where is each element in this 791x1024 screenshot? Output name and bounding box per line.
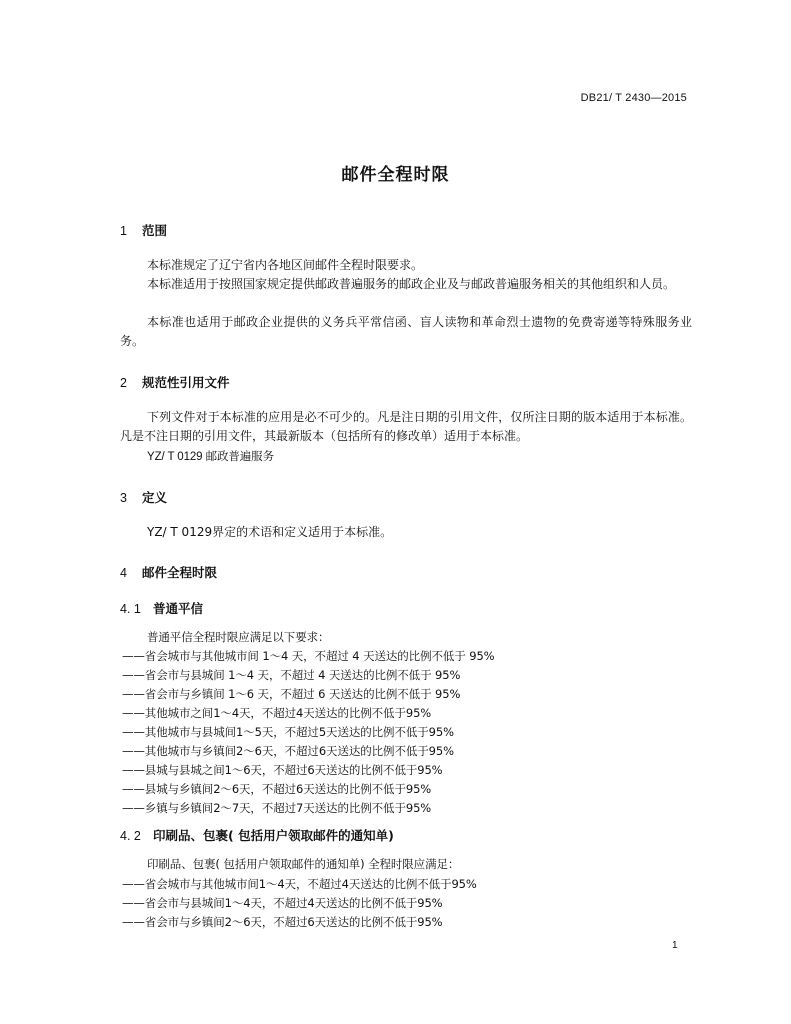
list-item: ——省会市与县城间1～4天，不超过4天送达的比例不低于95% [122, 896, 443, 910]
list-item: ——省会市与乡镇间 1～6 天，不超过 6 天送达的比例不低于 95% [122, 687, 461, 701]
list-item: ——省会城市与其他城市间 1～4 天，不超过 4 天送达的比例不低于 95% [122, 649, 495, 663]
subsection-number: 4. 1 [120, 602, 141, 616]
list-item: ——县城与乡镇间2～6天，不超过6天送达的比例不低于95% [122, 782, 432, 796]
subsection-number: 4. 2 [120, 829, 141, 843]
list-item: ——其他城市之间1～4天，不超过4天送达的比例不低于95% [122, 706, 432, 720]
paragraph: 本标准适用于按照国家规定提供邮政普遍服务的邮政企业及与邮政普遍服务相关的其他组织和人员。 [147, 277, 676, 291]
section-number: 2 [120, 376, 127, 390]
paragraph: YZ/ T 0129界定的术语和定义适用于本标准。 [147, 525, 393, 539]
paragraph: 本标准也适用于邮政企业提供的义务兵平常信函、盲人读物和革命烈士遗物的免费寄递等特殊服务业务。 [120, 315, 692, 348]
section-title: 邮件全程时限 [142, 565, 218, 580]
subsection-intro: 普通平信全程时限应满足以下要求： [147, 630, 330, 644]
subsection-intro: 印刷品、包裹( 包括用户领取邮件的通知单) 全程时限应满足： [147, 857, 460, 871]
section-heading-2 [120, 373, 230, 391]
section-number: 4 [120, 566, 127, 580]
list-item: ——县城与县城之间1～6天，不超过6天送达的比例不低于95% [122, 763, 443, 777]
subsection-heading-4-1 [120, 599, 203, 617]
section-title: 范围 [142, 223, 168, 238]
section-number: 3 [120, 491, 127, 505]
paragraph: 下列文件对于本标准的应用是必不可少的。凡是注日期的引用文件，仅所注日期的版本适用于本标准。凡是不注日期的引用文件，其最新版本（包括所有的修改单）适用于本标准。 [120, 410, 692, 443]
section-title: 定义 [142, 490, 168, 505]
standard-code: DB21/ T 2430—2015 [580, 92, 687, 104]
list-item: ——省会市与县城间 1～4 天，不超过 4 天送达的比例不低于 95% [122, 668, 461, 682]
section-heading-4 [120, 563, 217, 581]
section-title: 规范性引用文件 [142, 375, 230, 390]
list-item: ——其他城市与乡镇间2～6天，不超过6天送达的比例不低于95% [122, 744, 454, 758]
list-item: ——省会城市与其他城市间1～4天，不超过4天送达的比例不低于95% [122, 877, 477, 891]
list-item: ——乡镇与乡镇间2～7天，不超过7天送达的比例不低于95% [122, 801, 432, 815]
paragraph: 本标准规定了辽宁省内各地区间邮件全程时限要求。 [147, 258, 424, 272]
list-item: ——省会市与乡镇间2～6天，不超过6天送达的比例不低于95% [122, 915, 443, 929]
page-number: 1 [672, 940, 678, 951]
subsection-heading-4-2 [120, 826, 394, 844]
normative-reference: YZ/ T 0129 邮政普遍服务 [147, 451, 274, 463]
subsection-title: 印刷品、包裹( 包括用户领取邮件的通知单) [153, 828, 394, 843]
section-heading-1 [120, 221, 167, 239]
list-item: ——其他城市与县城间1～5天，不超过5天送达的比例不低于95% [122, 725, 454, 739]
subsection-title: 普通平信 [153, 601, 204, 616]
section-heading-3 [120, 488, 167, 506]
section-number: 1 [120, 224, 127, 238]
document-title: 邮件全程时限 [341, 165, 450, 185]
